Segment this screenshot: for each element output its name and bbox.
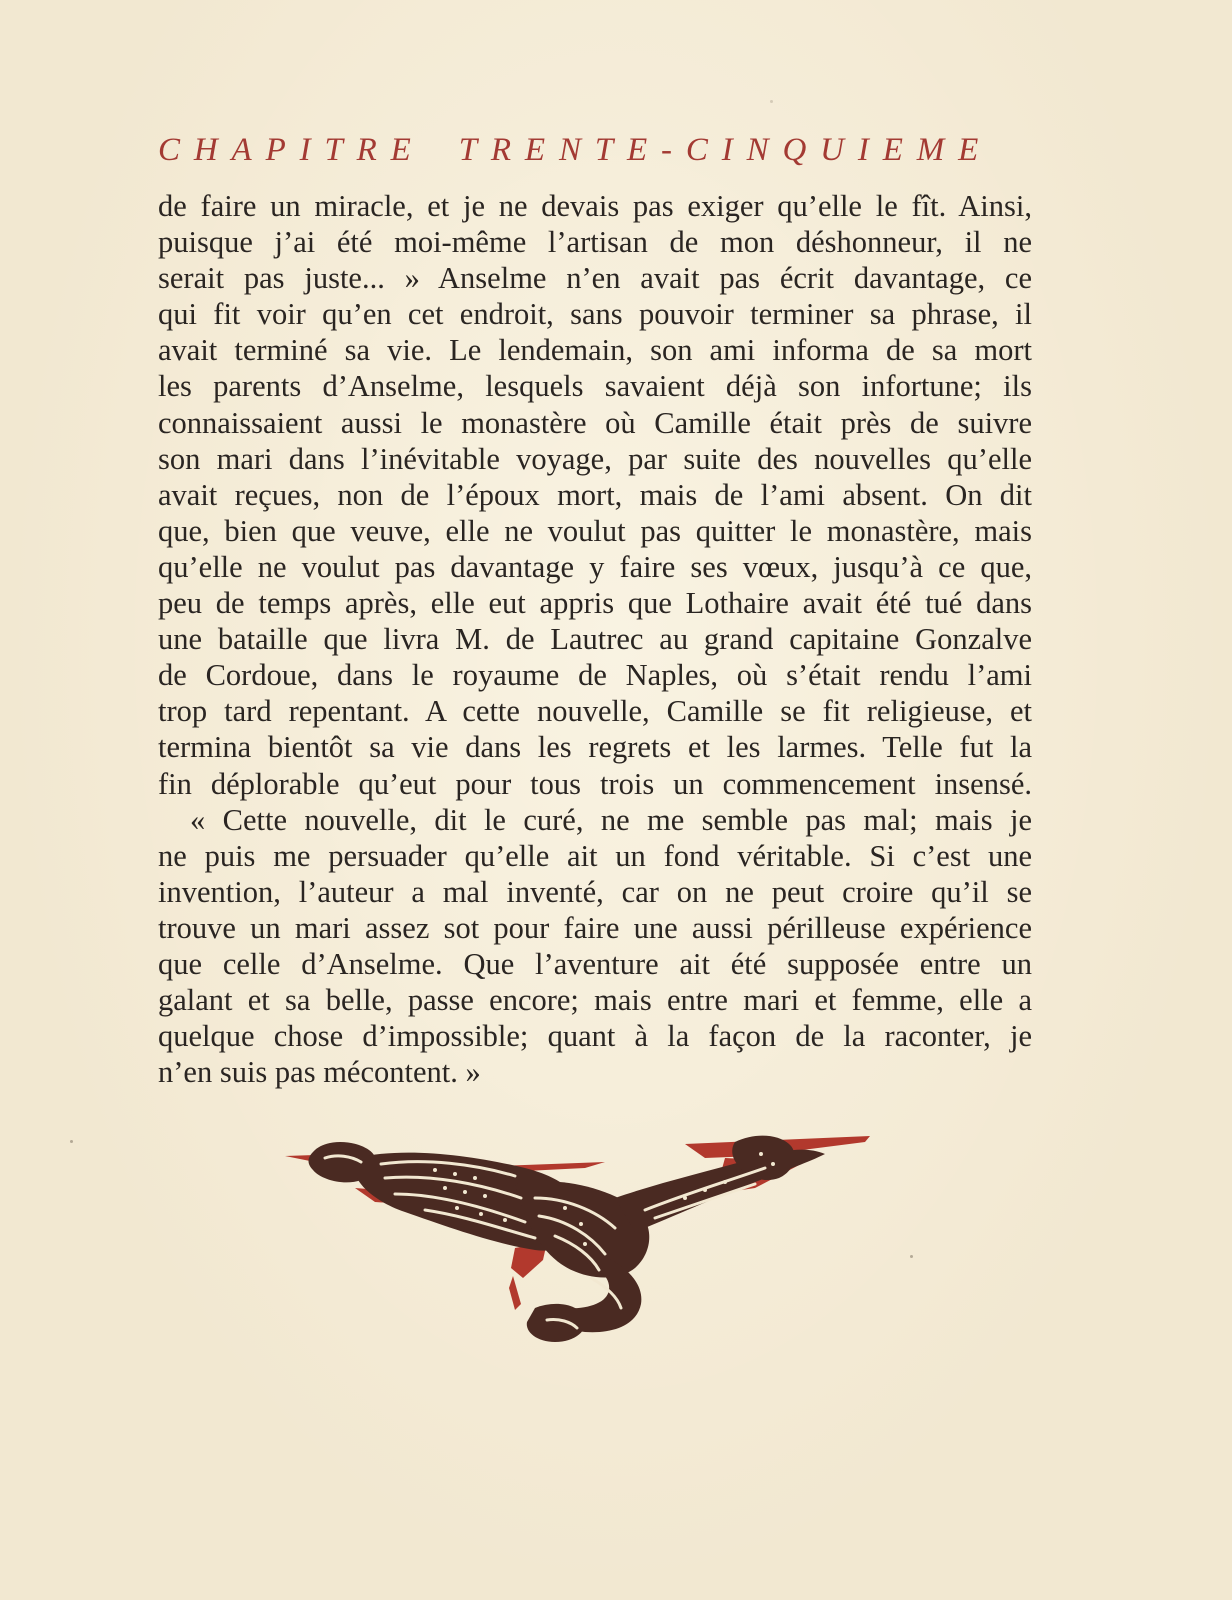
text-line: invention, l’auteur a mal inventé, car on ne peut croire qu’il se — [158, 874, 1032, 909]
text-line: n’en suis pas mécontent. » — [158, 1055, 481, 1090]
chapter-heading-word2: TRENTE-CINQUIEME — [458, 132, 993, 168]
chapter-heading-word1: CHAPITRE — [158, 132, 425, 168]
text-line: que, bien que veuve, elle ne voulut pas quitter le monastère, mais — [158, 513, 1032, 548]
text-line: quelque chose d’impossible; quant à la façon de la raconter, je — [158, 1019, 1032, 1054]
text-line: que celle d’Anselme. Que l’aventure ait été supposée entre un — [158, 946, 1032, 981]
text-line: termina bientôt sa vie dans les regrets et les larmes. Telle fut la — [158, 730, 1032, 765]
paper-speck — [910, 1255, 913, 1258]
body-text — [158, 188, 1032, 1090]
text-line: trop tard repentant. A cette nouvelle, Camille se fit religieuse, et — [158, 694, 1032, 729]
text-line: de faire un miracle, et je ne devais pas exiger qu’elle le fît. Ainsi, — [158, 189, 1032, 223]
text-line: de Cordoue, dans le royaume de Naples, où s’était rendu l’ami — [158, 658, 1032, 693]
text-line: trouve un mari assez sot pour faire une aussi périlleuse expérience — [158, 910, 1032, 945]
text-line: puisque j’ai été moi-même l’artisan de mon déshonneur, il ne — [158, 225, 1032, 260]
text-line: galant et sa belle, passe encore; mais entre mari et femme, elle a — [158, 983, 1032, 1018]
text-line: serait pas juste... » Anselme n’en avait pas écrit davantage, ce — [158, 261, 1032, 296]
paragraph-1 — [158, 188, 1032, 802]
text-line: connaissaient aussi le monastère où Camille était près de suivre — [158, 405, 1032, 440]
text-line: « Cette nouvelle, dit le curé, ne me semble pas mal; mais je — [190, 802, 1032, 837]
text-line: avait terminé sa vie. Le lendemain, son ami informa de sa mort — [158, 333, 1032, 368]
text-line: peu de temps après, elle eut appris que Lothaire avait été tué dans — [158, 586, 1032, 621]
text-line: une bataille que livra M. de Lautrec au grand capitaine Gonzalve — [158, 622, 1032, 657]
paper-speck — [70, 1140, 73, 1143]
chapter-heading — [158, 132, 1038, 169]
text-line: ne puis me persuader qu’elle ait un fond véritable. Si c’est une — [158, 838, 1032, 873]
text-line: fin déplorable qu’eut pour tous trois un commencement insensé. — [158, 766, 1032, 801]
paper-speck — [770, 100, 773, 103]
text-line: avait reçues, non de l’époux mort, mais de l’ami absent. On dit — [158, 477, 1032, 512]
text-line: qui fit voir qu’en cet endroit, sans pouvoir terminer sa phrase, il — [158, 297, 1032, 332]
woodcut-reclining-figure-icon — [285, 1128, 885, 1368]
text-line: les parents d’Anselme, lesquels savaient déjà son infortune; ils — [158, 369, 1032, 404]
text-line: qu’elle ne voulut pas davantage y faire ses vœux, jusqu’à ce que, — [158, 549, 1032, 584]
text-line: son mari dans l’inévitable voyage, par suite des nouvelles qu’elle — [158, 441, 1032, 476]
paragraph-2 — [158, 802, 1032, 1091]
